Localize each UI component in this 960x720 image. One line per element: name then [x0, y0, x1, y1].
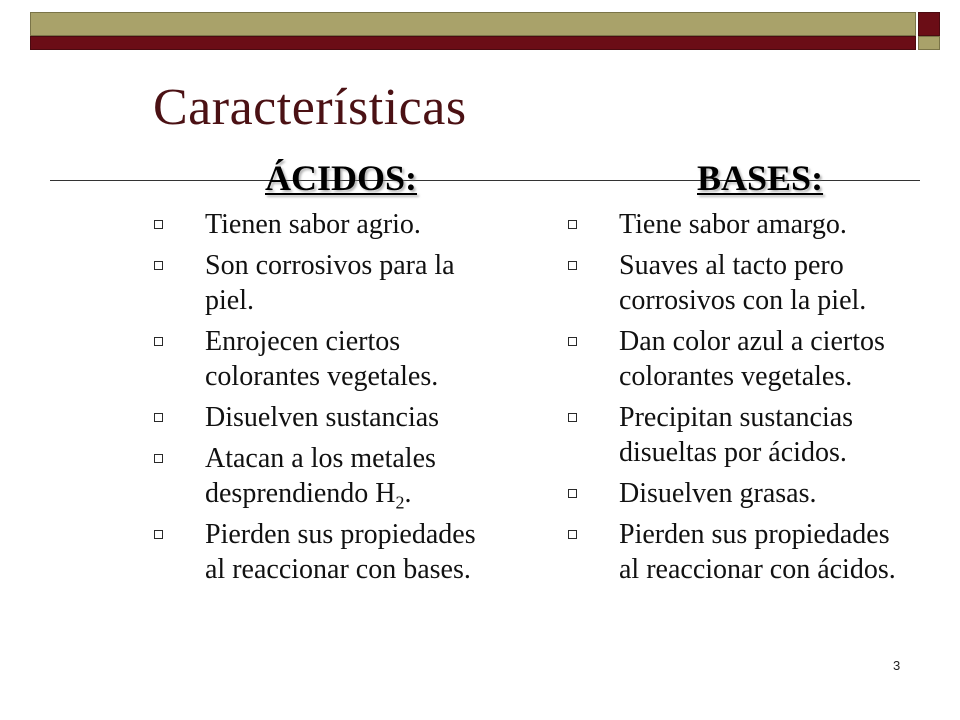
list-item-line: Suaves al tacto pero: [619, 250, 844, 281]
list-item-line: desprendiendo H: [205, 478, 396, 509]
hollow-square-bullet-icon: [154, 337, 163, 346]
list-item: [153, 324, 543, 394]
list-item-line: Dan color azul a ciertos: [619, 326, 885, 357]
hollow-square-bullet-icon: [568, 489, 577, 498]
list-item: [153, 207, 543, 242]
hollow-square-bullet-icon: [154, 413, 163, 422]
list-item-line: disueltas por ácidos.: [619, 437, 847, 468]
hollow-square-bullet-icon: [568, 337, 577, 346]
list-item-line: piel.: [205, 285, 254, 316]
hollow-square-bullet-icon: [154, 530, 163, 539]
hollow-square-bullet-icon: [568, 530, 577, 539]
hollow-square-bullet-icon: [154, 220, 163, 229]
list-item-line-with-subscript: [205, 476, 543, 511]
list-item-line: Son corrosivos para la: [205, 250, 455, 281]
hollow-square-bullet-icon: [568, 220, 577, 229]
bases-list: [567, 207, 952, 593]
hollow-square-bullet-icon: [154, 454, 163, 463]
list-item-line: Atacan a los metales: [205, 443, 436, 474]
list-item-line: Tienen sabor agrio.: [205, 209, 421, 240]
list-item: [153, 400, 543, 435]
list-item-line: al reaccionar con ácidos.: [619, 554, 896, 585]
list-item-line: Disuelven sustancias: [205, 402, 440, 433]
list-item-line: colorantes vegetales.: [619, 361, 853, 392]
page-number: 3: [893, 658, 901, 673]
header-bar-olive: [30, 12, 916, 36]
subscript-text: 2: [395, 492, 405, 513]
list-item-line: corrosivos con la piel.: [619, 285, 867, 316]
list-item-line: Precipitan sustancias: [619, 402, 854, 433]
list-item-line: Enrojecen ciertos: [205, 326, 401, 357]
list-item: [567, 400, 952, 470]
list-item: [153, 517, 543, 587]
slide-title: Características: [153, 79, 467, 136]
header-bar-maroon: [30, 36, 916, 50]
line-suffix: .: [404, 478, 412, 509]
list-item: [153, 441, 543, 511]
list-item-line: colorantes vegetales.: [205, 361, 439, 392]
hollow-square-bullet-icon: [568, 413, 577, 422]
header-corner-olive: [918, 36, 940, 50]
list-item-line: Pierden sus propiedades: [205, 519, 476, 550]
list-item: [567, 517, 952, 587]
list-item-line: Pierden sus propiedades: [619, 519, 890, 550]
bases-header: BASES:: [697, 158, 824, 198]
list-item: [567, 476, 952, 511]
list-item: [567, 248, 952, 318]
hollow-square-bullet-icon: [568, 261, 577, 270]
list-item-line: al reaccionar con bases.: [205, 554, 471, 585]
acidos-header: ÁCIDOS:: [265, 158, 418, 198]
list-item-line: Tiene sabor amargo.: [619, 209, 847, 240]
acidos-list: [153, 207, 543, 593]
list-item: [153, 248, 543, 318]
list-item-line: Disuelven grasas.: [619, 478, 817, 509]
list-item: [567, 207, 952, 242]
hollow-square-bullet-icon: [154, 261, 163, 270]
list-item: [567, 324, 952, 394]
header-corner-maroon: [918, 12, 940, 36]
